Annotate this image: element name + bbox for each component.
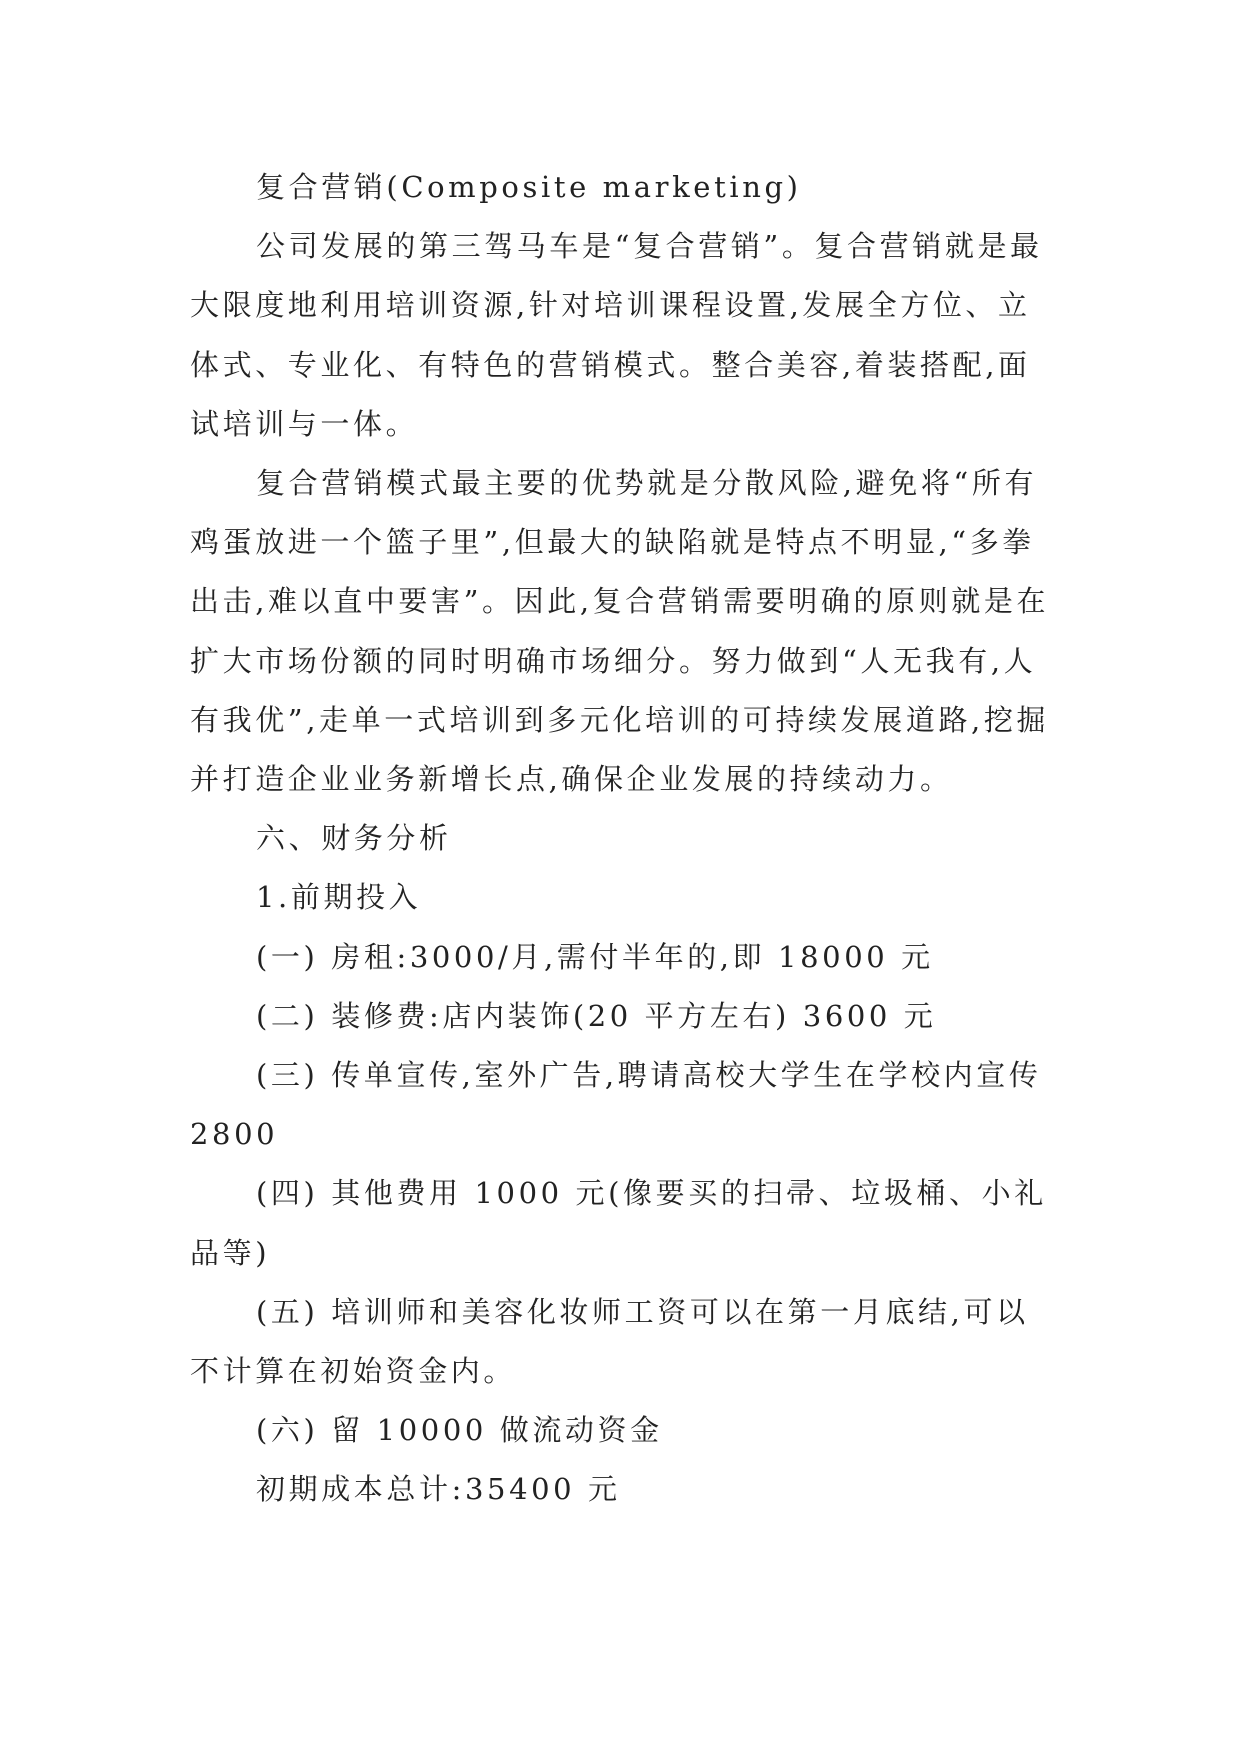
cost-item-working-capital: (六) 留 10000 做流动资金 (256, 1413, 663, 1448)
paragraph-composite-marketing-intro: 公司发展的第三驾马车是“复合营销”。复合营销就是最大限度地利用培训资源,针对培训课程设置,发展全方位、立体式、专业化、有特色的营销模式。整合美容,着装搭配,面试培训与一体。 (190, 229, 1043, 441)
cost-item-wages: (五) 培训师和美容化妆师工资可以在第一月底结,可以不计算在初始资金内。 (190, 1294, 1029, 1389)
total-initial-cost: 初期成本总计:35400 元 (256, 1472, 621, 1507)
section-heading-composite-marketing: 复合营销(Composite marketing) (256, 170, 802, 204)
paragraph-composite-marketing-advantages: 复合营销模式最主要的优势就是分散风险,避免将“所有鸡蛋放进一个篮子里”,但最大的缺陷就是特点不明显,“多拳出击,难以直中要害”。因此,复合营销需要明确的原则就是在扩大市场份额的同时明确市场细分。努力做到“人无我有,人有我优”,走单一式培训到多元化培训的可持续发展道路,挖掘并打造企业业务新增长点,确保企业发展的持续动力。 (190, 466, 1050, 797)
document-body (190, 158, 1060, 1520)
cost-item-advertising: (三) 传单宣传,室外广告,聘请高校大学生在学校内宣传 2800 (190, 1058, 1055, 1152)
subheading-initial-investment: 1.前期投入 (256, 880, 422, 915)
cost-item-rent: (一) 房租:3000/月,需付半年的,即 18000 元 (256, 939, 934, 974)
cost-item-decoration: (二) 装修费:店内装饰(20 平方左右) 3600 元 (256, 998, 937, 1033)
section-heading-financial-analysis: 六、财务分析 (256, 821, 452, 856)
cost-item-other-expenses: (四) 其他费用 1000 元(像要买的扫帚、垃圾桶、小礼品等) (190, 1176, 1047, 1270)
